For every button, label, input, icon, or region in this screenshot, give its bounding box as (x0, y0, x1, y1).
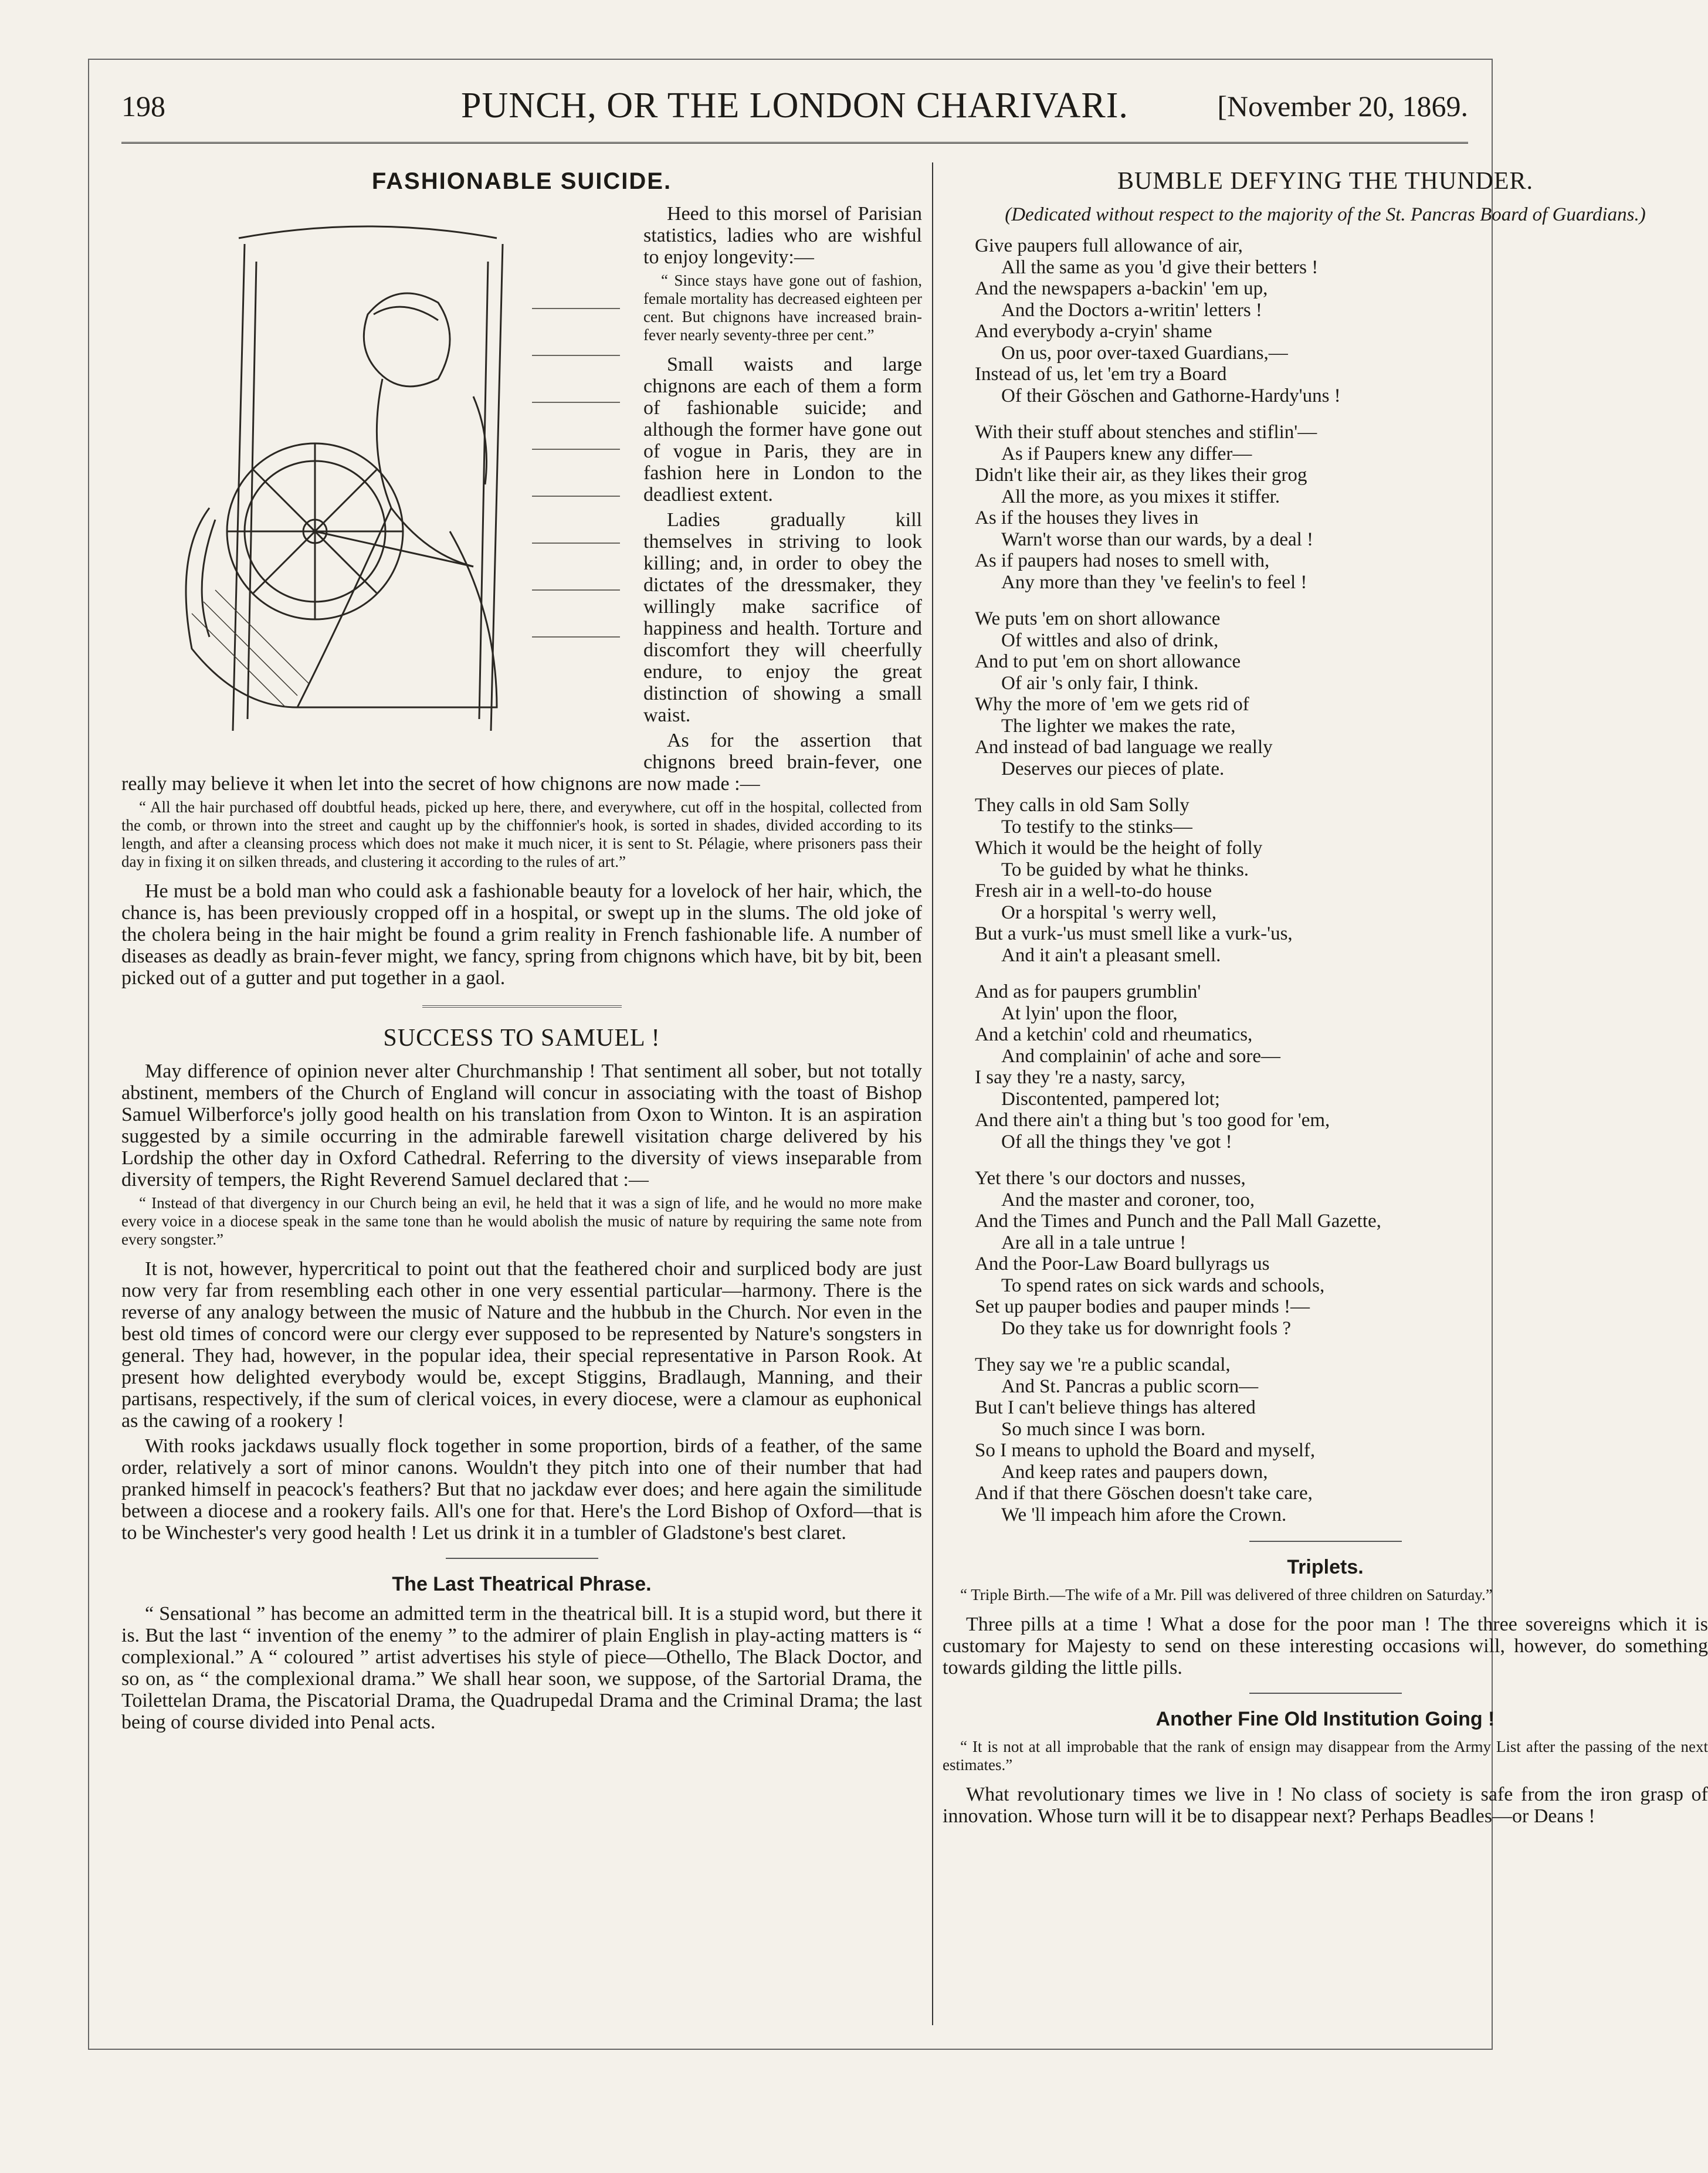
poem-line: And there ain't a thing but 's too good for 'em, (975, 1110, 1330, 1131)
poem-stanza (975, 795, 1708, 966)
samuel-para-1: May difference of opinion never alter Churchmanship ! That sentiment all sober, but not totally abstinent, members of the Church of England will concur in associating with the toast of Bishop Samuel Wilberforce's jolly good health on his translation from Oxon to Winton. It is an aspiration suggested by a simile occurring in the admirable farewell visitation charge delivered by his Lordship the other day in Oxford Cathedral. Referring to the diversity of views inseparable from diversity of tempers, the Right Reverend Samuel declared that :— (121, 1060, 922, 1191)
fashionable-quote-2: “ All the hair purchased off doubtful heads, picked up here, there, and everywhere, cut off in the hospital, collected from the comb, or thrown into the street and caught up by the chiffonnier's hook, is sorted in shades, divided according to its length, and after a cleansing process which does not make it much nicer, it is sent to St. Pélagie, where prisoners pass their day in fixing it on silken threads, and clustering it according to the rules of art.” (121, 798, 922, 870)
triplets-para: Three pills at a time ! What a dose for the poor man ! The three sovereigns which it is customary for Majesty to send on these interesting occasions will, however, do something towards gilding the little pills. (943, 1613, 1708, 1679)
article-title-bumble: BUMBLE DEFYING THE THUNDER. (1117, 168, 1534, 195)
samuel-para-3: With rooks jackdaws usually flock together in some proportion, birds of a feather, of the same order, relatively a sort of minor canons. Wouldn't they pitch into one of their number that had pranked himself in peacock's feathers? But that no jackdaw ever does; and here again the similitude between a diocese and a rookery fails. All's one for that. Here's the Lord Bishop of Oxford—that is to be Winchester's very good health ! Let us drink it in a tumbler of Gladstone's best claret. (121, 1435, 922, 1544)
poem-line: Of wittles and also of drink, (1001, 629, 1219, 651)
poem-line: We puts 'em on short allowance (975, 608, 1221, 629)
poem-line: Or a horspital 's werry well, (1001, 901, 1217, 923)
poem-line: As if Paupers knew any differ— (1001, 443, 1252, 465)
issue-date: [November 20, 1869. (1217, 90, 1468, 123)
masthead-title: PUNCH, OR THE LONDON CHARIVARI. (461, 86, 1128, 126)
section-divider (422, 1005, 622, 1008)
article-title-theatrical-phrase: The Last Theatrical Phrase. (392, 1573, 652, 1595)
poem-line: And the Times and Punch and the Pall Mall Gazette, (975, 1211, 1381, 1232)
poem-line: Deserves our pieces of plate. (1001, 758, 1225, 779)
poem-line: And if that there Göschen doesn't take care, (975, 1483, 1313, 1504)
header-rule (121, 142, 1468, 144)
left-column (121, 162, 922, 2025)
poem-line: And everybody a-cryin' shame (975, 321, 1212, 342)
poem-line: The lighter we makes the rate, (1001, 715, 1236, 737)
poem-line: And the newspapers a-backin' 'em up, (975, 278, 1268, 299)
section-divider (1249, 1541, 1402, 1542)
bumble-dedication: (Dedicated without respect to the majority of the St. Pancras Board of Guardians.) (1005, 204, 1646, 225)
poem-line: At lyin' upon the floor, (1001, 1002, 1178, 1024)
poem-line: Why the more of 'em we gets rid of (975, 694, 1249, 715)
poem-line: And to put 'em on short allowance (975, 651, 1241, 672)
poem-line: And St. Pancras a public scorn— (1001, 1375, 1259, 1397)
poem-line: And complainin' of ache and sore— (1001, 1045, 1281, 1067)
fashionable-para-1: Heed to this morsel of Parisian statistics, ladies who are wishful to enjoy longevity:— (643, 203, 922, 268)
poem-stanza (975, 235, 1708, 406)
poem-stanza (975, 1168, 1708, 1339)
poem-line: To spend rates on sick wards and schools, (1001, 1274, 1325, 1296)
poem-line: On us, poor over-taxed Guardians,— (1001, 342, 1288, 364)
poem-line: Do they take us for downright fools ? (1001, 1317, 1291, 1339)
triplets-quote: “ Triple Birth.—The wife of a Mr. Pill was delivered of three children on Saturday.” (960, 1586, 1493, 1604)
poem-line: With their stuff about stenches and stiflin'— (975, 422, 1317, 443)
page-number: 198 (121, 90, 165, 123)
poem-line: All the more, as you mixes it stiffer. (1001, 486, 1280, 507)
poem-line: Warn't worse than our wards, by a deal ! (1001, 528, 1314, 550)
poem-line: And the Poor-Law Board bullyrags us (975, 1253, 1270, 1274)
poem-line: I say they 're a nasty, sarcy, (975, 1067, 1186, 1088)
poem-line: They say we 're a public scandal, (975, 1354, 1231, 1375)
fashionable-para-5: He must be a bold man who could ask a fashionable beauty for a lovelock of her hair, which, the chance is, has been previously cropped off in a hospital, or swept up in the slums. The old joke of the cholera being in the hair might be found a grim reality in French fashionable life. A number of diseases as deadly as brain-fever might, we fancy, spring from chignons which have, bit by bit, been picked out of a gutter and put together in a gaol. (121, 880, 922, 989)
fashionable-para-4: As for the assertion that chignons breed brain-fever, one really may believe it when let into the secret of how chignons are now made :— (121, 730, 922, 795)
poem-line: All the same as you 'd give their betters ! (1001, 256, 1319, 278)
poem-stanza (975, 981, 1708, 1152)
poem-line: Yet there 's our doctors and nusses, (975, 1168, 1246, 1189)
illustration-fashionable-suicide (121, 203, 632, 760)
poem-stanza (975, 1354, 1708, 1525)
poem-line: And it ain't a pleasant smell. (1001, 944, 1221, 966)
poem-line: But I can't believe things has altered (975, 1397, 1256, 1418)
poem-line: And as for paupers grumblin' (975, 981, 1201, 1002)
section-divider (1249, 1693, 1402, 1694)
article-title-triplets: Triplets. (1287, 1556, 1364, 1578)
newspaper-page (88, 59, 1708, 2050)
poem-line: And keep rates and paupers down, (1001, 1461, 1268, 1483)
poem-line: To be guided by what he thinks. (1001, 859, 1249, 880)
fashionable-para-2: Small waists and large chignons are each of them a form of fashionable suicide; and although the former have gone out of vogue in Paris, they are in fashion here in London to the deadliest extent. (643, 354, 922, 506)
institution-quote: “ It is not at all improbable that the rank of ensign may disappear from the Army List after the passing of the next estimates.” (943, 1738, 1708, 1774)
poem-line: To testify to the stinks— (1001, 816, 1192, 838)
poem-line: As if the houses they lives in (975, 507, 1199, 528)
poem-line: Instead of us, let 'em try a Board (975, 364, 1227, 385)
poem-line: Didn't like their air, as they likes their grog (975, 465, 1307, 486)
poem-line: Fresh air in a well-to-do house (975, 880, 1212, 901)
poem-line: And the Doctors a-writin' letters ! (1001, 299, 1262, 321)
bumble-poem (943, 235, 1708, 1525)
poem-line: Of their Göschen and Gathorne-Hardy'uns ! (1001, 385, 1341, 406)
woman-at-wheel-illustration (121, 203, 632, 760)
fashionable-para-3: Ladies gradually kill themselves in striving to look killing; and, in order to obey the dictates of the dressmaker, they willingly make sacrifice of happiness and health. Torture and discomfort they will cheerfully endure, to enjoy the great distinction of showing a small waist. (643, 509, 922, 726)
article-title-fashionable-suicide: FASHIONABLE SUICIDE. (371, 168, 672, 194)
poem-line: So I means to uphold the Board and myself, (975, 1440, 1316, 1461)
column-divider (932, 162, 933, 2025)
article-title-institution: Another Fine Old Institution Going ! (1155, 1708, 1495, 1730)
poem-line: And the master and coroner, too, (1001, 1189, 1255, 1211)
fashionable-quote-1: “ Since stays have gone out of fashion, female mortality has decreased eighteen per cent. But chignons have increased brain-fever nearly seventy-three per cent.” (643, 272, 922, 344)
poem-line: Discontented, pampered lot; (1001, 1088, 1220, 1110)
poem-line: And a ketchin' cold and rheumatics, (975, 1024, 1253, 1045)
institution-para: What revolutionary times we live in ! No class of society is safe from the iron grasp of innovation. Whose turn will it be to disappear next? Perhaps Beadles—or Deans ! (943, 1784, 1708, 1827)
poem-line: As if paupers had noses to smell with, (975, 550, 1270, 571)
poem-line: And instead of bad language we really (975, 737, 1273, 758)
article-title-success-to-samuel: SUCCESS TO SAMUEL ! (383, 1025, 660, 1052)
poem-line: But a vurk-'us must smell like a vurk-'us, (975, 923, 1293, 944)
poem-line: Of all the things they 've got ! (1001, 1131, 1232, 1152)
poem-line: Which it would be the height of folly (975, 838, 1263, 859)
poem-line: So much since I was born. (1001, 1418, 1206, 1440)
section-divider (446, 1558, 598, 1559)
theatrical-para-1: “ Sensational ” has become an admitted term in the theatrical bill. It is a stupid word, but there it is. But the last “ invention of the enemy ” to the admirer of plain English in play-acting matters is “ complexional.” A “ coloured ” artist advertises his style of piece—Othello, The Black Doctor, and so on, as “ the complexional drama.” We shall hear soon, we suppose, of the Sartorial Drama, the Toilettelan Drama, the Piscatorial Drama, the Quadrupedal Drama and the Criminal Drama; the last being of course divided into Penal acts. (121, 1603, 922, 1733)
poem-line: Set up pauper bodies and pauper minds !— (975, 1296, 1310, 1317)
poem-stanza (975, 422, 1708, 593)
samuel-para-2: It is not, however, hypercritical to point out that the feathered choir and surpliced body are just now very far from resembling each other in one very essential particular—harmony. There is the reverse of any analogy between the music of Nature and the hubbub in the Church. Nor even in the best old times of concord were our clergy ever supposed to be represented by Nature's songsters in general. They had, however, in the popular idea, their special representative in Parson Rook. At present how delighted everybody would be, except Stiggins, Bradlaugh, Manning, and their partisans, respectively, if the sum of clerical voices, in every diocese, were a clamour as euphonical as the cawing of a rookery ! (121, 1258, 922, 1432)
poem-line: Of air 's only fair, I think. (1001, 672, 1199, 694)
poem-line: We 'll impeach him afore the Crown. (1001, 1504, 1287, 1525)
poem-line: They calls in old Sam Solly (975, 795, 1190, 816)
page-header (121, 80, 1468, 142)
right-column (943, 162, 1708, 2025)
poem-line: Give paupers full allowance of air, (975, 235, 1243, 256)
poem-line: Are all in a tale untrue ! (1001, 1232, 1187, 1253)
poem-line: Any more than they 've feelin's to feel ! (1001, 571, 1307, 593)
poem-stanza (975, 608, 1708, 779)
samuel-quote-1: “ Instead of that divergency in our Church being an evil, he held that it was a sign of life, and he would no more make every voice in a diocese speak in the same tone than he would abolish the music of nature by requiring the same note from every songster.” (121, 1194, 922, 1248)
